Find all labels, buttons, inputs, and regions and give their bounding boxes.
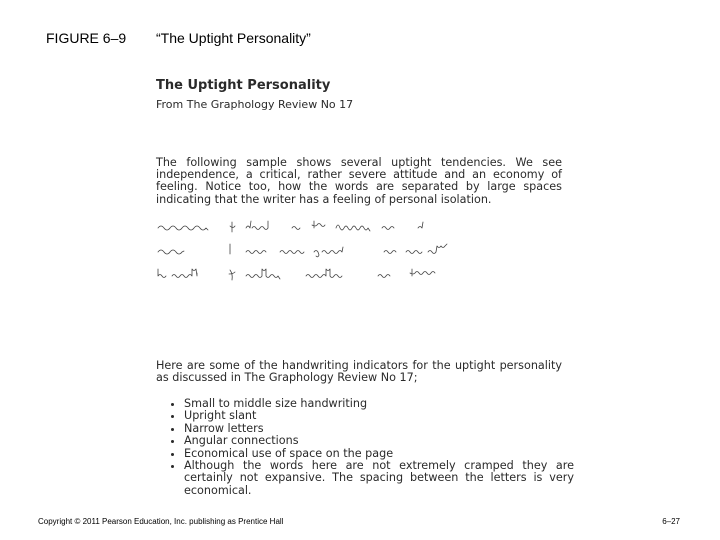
slide-header (46, 30, 311, 46)
indicators-intro-paragraph: Here are some of the handwriting indicators for the uptight personality as discussed in The Graphology Review No 17; (156, 359, 562, 385)
handwriting-sample-image (156, 218, 486, 288)
scanned-article (156, 78, 574, 497)
list-item: • Although the words here are not extremely cramped they are certainly not expansive. The spacing between the letters is very economical. (184, 460, 574, 497)
intro-paragraph: The following sample shows several uptight tendencies. We see independence, a critical, rather severe attitude and an economy of feeling. Notice too, how the words are separated by large spaces indicating that the writer has a feeling of personal isolation. (156, 156, 562, 206)
figure-number: FIGURE 6–9 (46, 30, 127, 46)
indicator-list (172, 398, 574, 497)
article-source: From The Graphology Review No 17 (156, 98, 354, 111)
list-item: • Economical use of space on the page (184, 448, 574, 460)
article-title: The Uptight Personality (156, 78, 331, 93)
list-item: • Narrow letters (184, 423, 574, 435)
copyright-footer: Copyright © 2011 Pearson Education, Inc. publishing as Prentice Hall (38, 517, 284, 526)
figure-title: “The Uptight Personality” (156, 30, 311, 46)
page-number: 6–27 (662, 517, 680, 526)
list-item: • Small to middle size handwriting (184, 398, 574, 410)
list-item: • Angular connections (184, 435, 574, 447)
list-item: • Upright slant (184, 410, 574, 422)
